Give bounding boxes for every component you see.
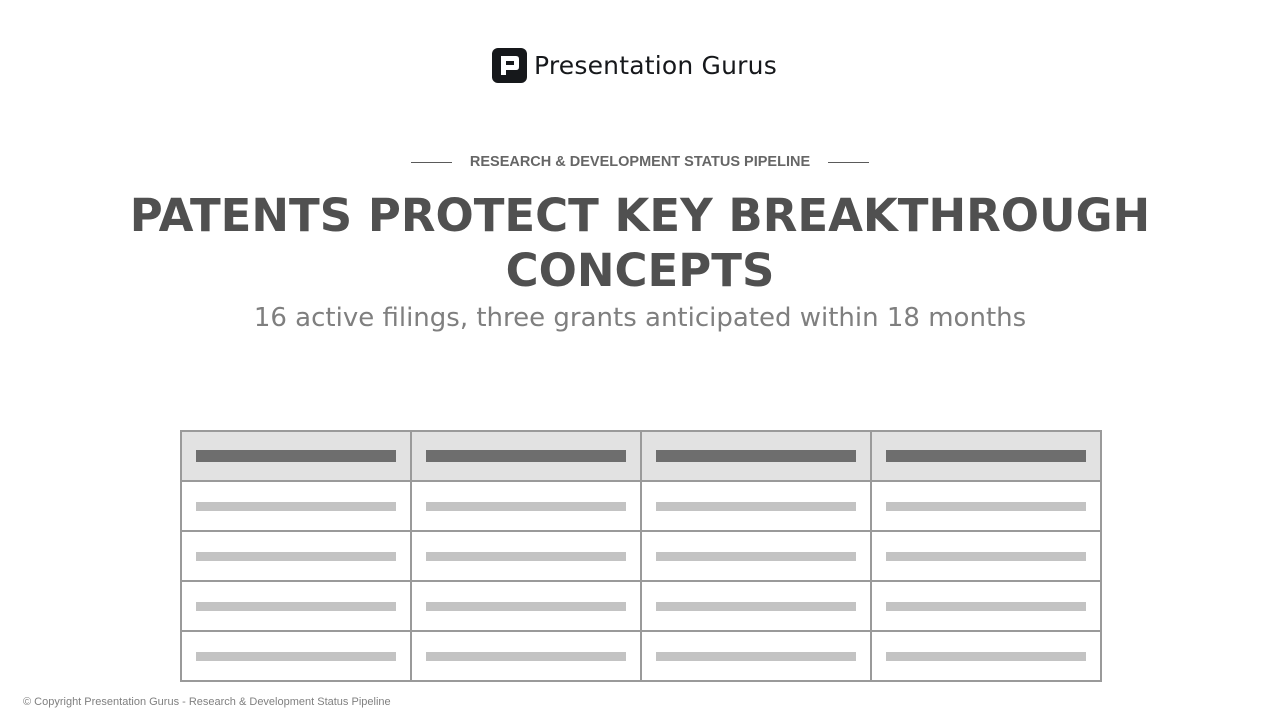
table-cell [641, 531, 871, 581]
table-cell [641, 631, 871, 681]
table-cell [181, 481, 411, 531]
table-cell [871, 581, 1101, 631]
header-cell [411, 431, 641, 481]
table-cell [411, 531, 641, 581]
cell-placeholder-bar [886, 552, 1086, 561]
cell-placeholder-bar [656, 652, 856, 661]
placeholder-table [180, 430, 1102, 682]
table-cell [411, 481, 641, 531]
brand-name: Presentation Gurus [534, 50, 777, 80]
cell-placeholder-bar [426, 552, 626, 561]
header-placeholder-bar [886, 450, 1086, 462]
table-cell [871, 531, 1101, 581]
table-cell [871, 481, 1101, 531]
slide-subtitle: 16 active filings, three grants anticipated within 18 months [253, 303, 1027, 333]
table-cell [871, 631, 1101, 681]
cell-placeholder-bar [196, 502, 396, 511]
header-cell [871, 431, 1101, 481]
cell-placeholder-bar [656, 602, 856, 611]
cell-placeholder-bar [886, 502, 1086, 511]
table-row [181, 481, 1101, 531]
cell-placeholder-bar [886, 652, 1086, 661]
footer-copyright: © Copyright Presentation Gurus - Research & Development Status Pipeline [23, 696, 391, 708]
table-row [181, 531, 1101, 581]
table-cell [181, 581, 411, 631]
brand-logo [492, 47, 777, 83]
table-cell [411, 631, 641, 681]
table-cell [641, 581, 871, 631]
cell-placeholder-bar [886, 602, 1086, 611]
slide-title [120, 188, 1160, 298]
cell-placeholder-bar [426, 652, 626, 661]
kicker-text: RESEARCH & DEVELOPMENT STATUS PIPELINE [469, 154, 811, 170]
cell-placeholder-bar [656, 502, 856, 511]
cell-placeholder-bar [196, 602, 396, 611]
kicker-rule-right [828, 162, 869, 163]
table-row [181, 581, 1101, 631]
table-header-row [181, 431, 1101, 481]
kicker-rule-left [411, 162, 452, 163]
cell-placeholder-bar [196, 652, 396, 661]
header-cell [641, 431, 871, 481]
section-kicker [0, 152, 1280, 172]
table-cell [181, 631, 411, 681]
pg-logo-icon [492, 48, 527, 83]
slide-title-line-2: CONCEPTS [505, 244, 775, 297]
table-cell [181, 531, 411, 581]
cell-placeholder-bar [196, 552, 396, 561]
header-placeholder-bar [656, 450, 856, 462]
cell-placeholder-bar [426, 602, 626, 611]
table-cell [641, 481, 871, 531]
table-cell [411, 581, 641, 631]
cell-placeholder-bar [656, 552, 856, 561]
header-cell [181, 431, 411, 481]
cell-placeholder-bar [426, 502, 626, 511]
header-placeholder-bar [196, 450, 396, 462]
table-row [181, 631, 1101, 681]
slide-title-line-1: PATENTS PROTECT KEY BREAKTHROUGH [129, 189, 1151, 242]
header-placeholder-bar [426, 450, 626, 462]
